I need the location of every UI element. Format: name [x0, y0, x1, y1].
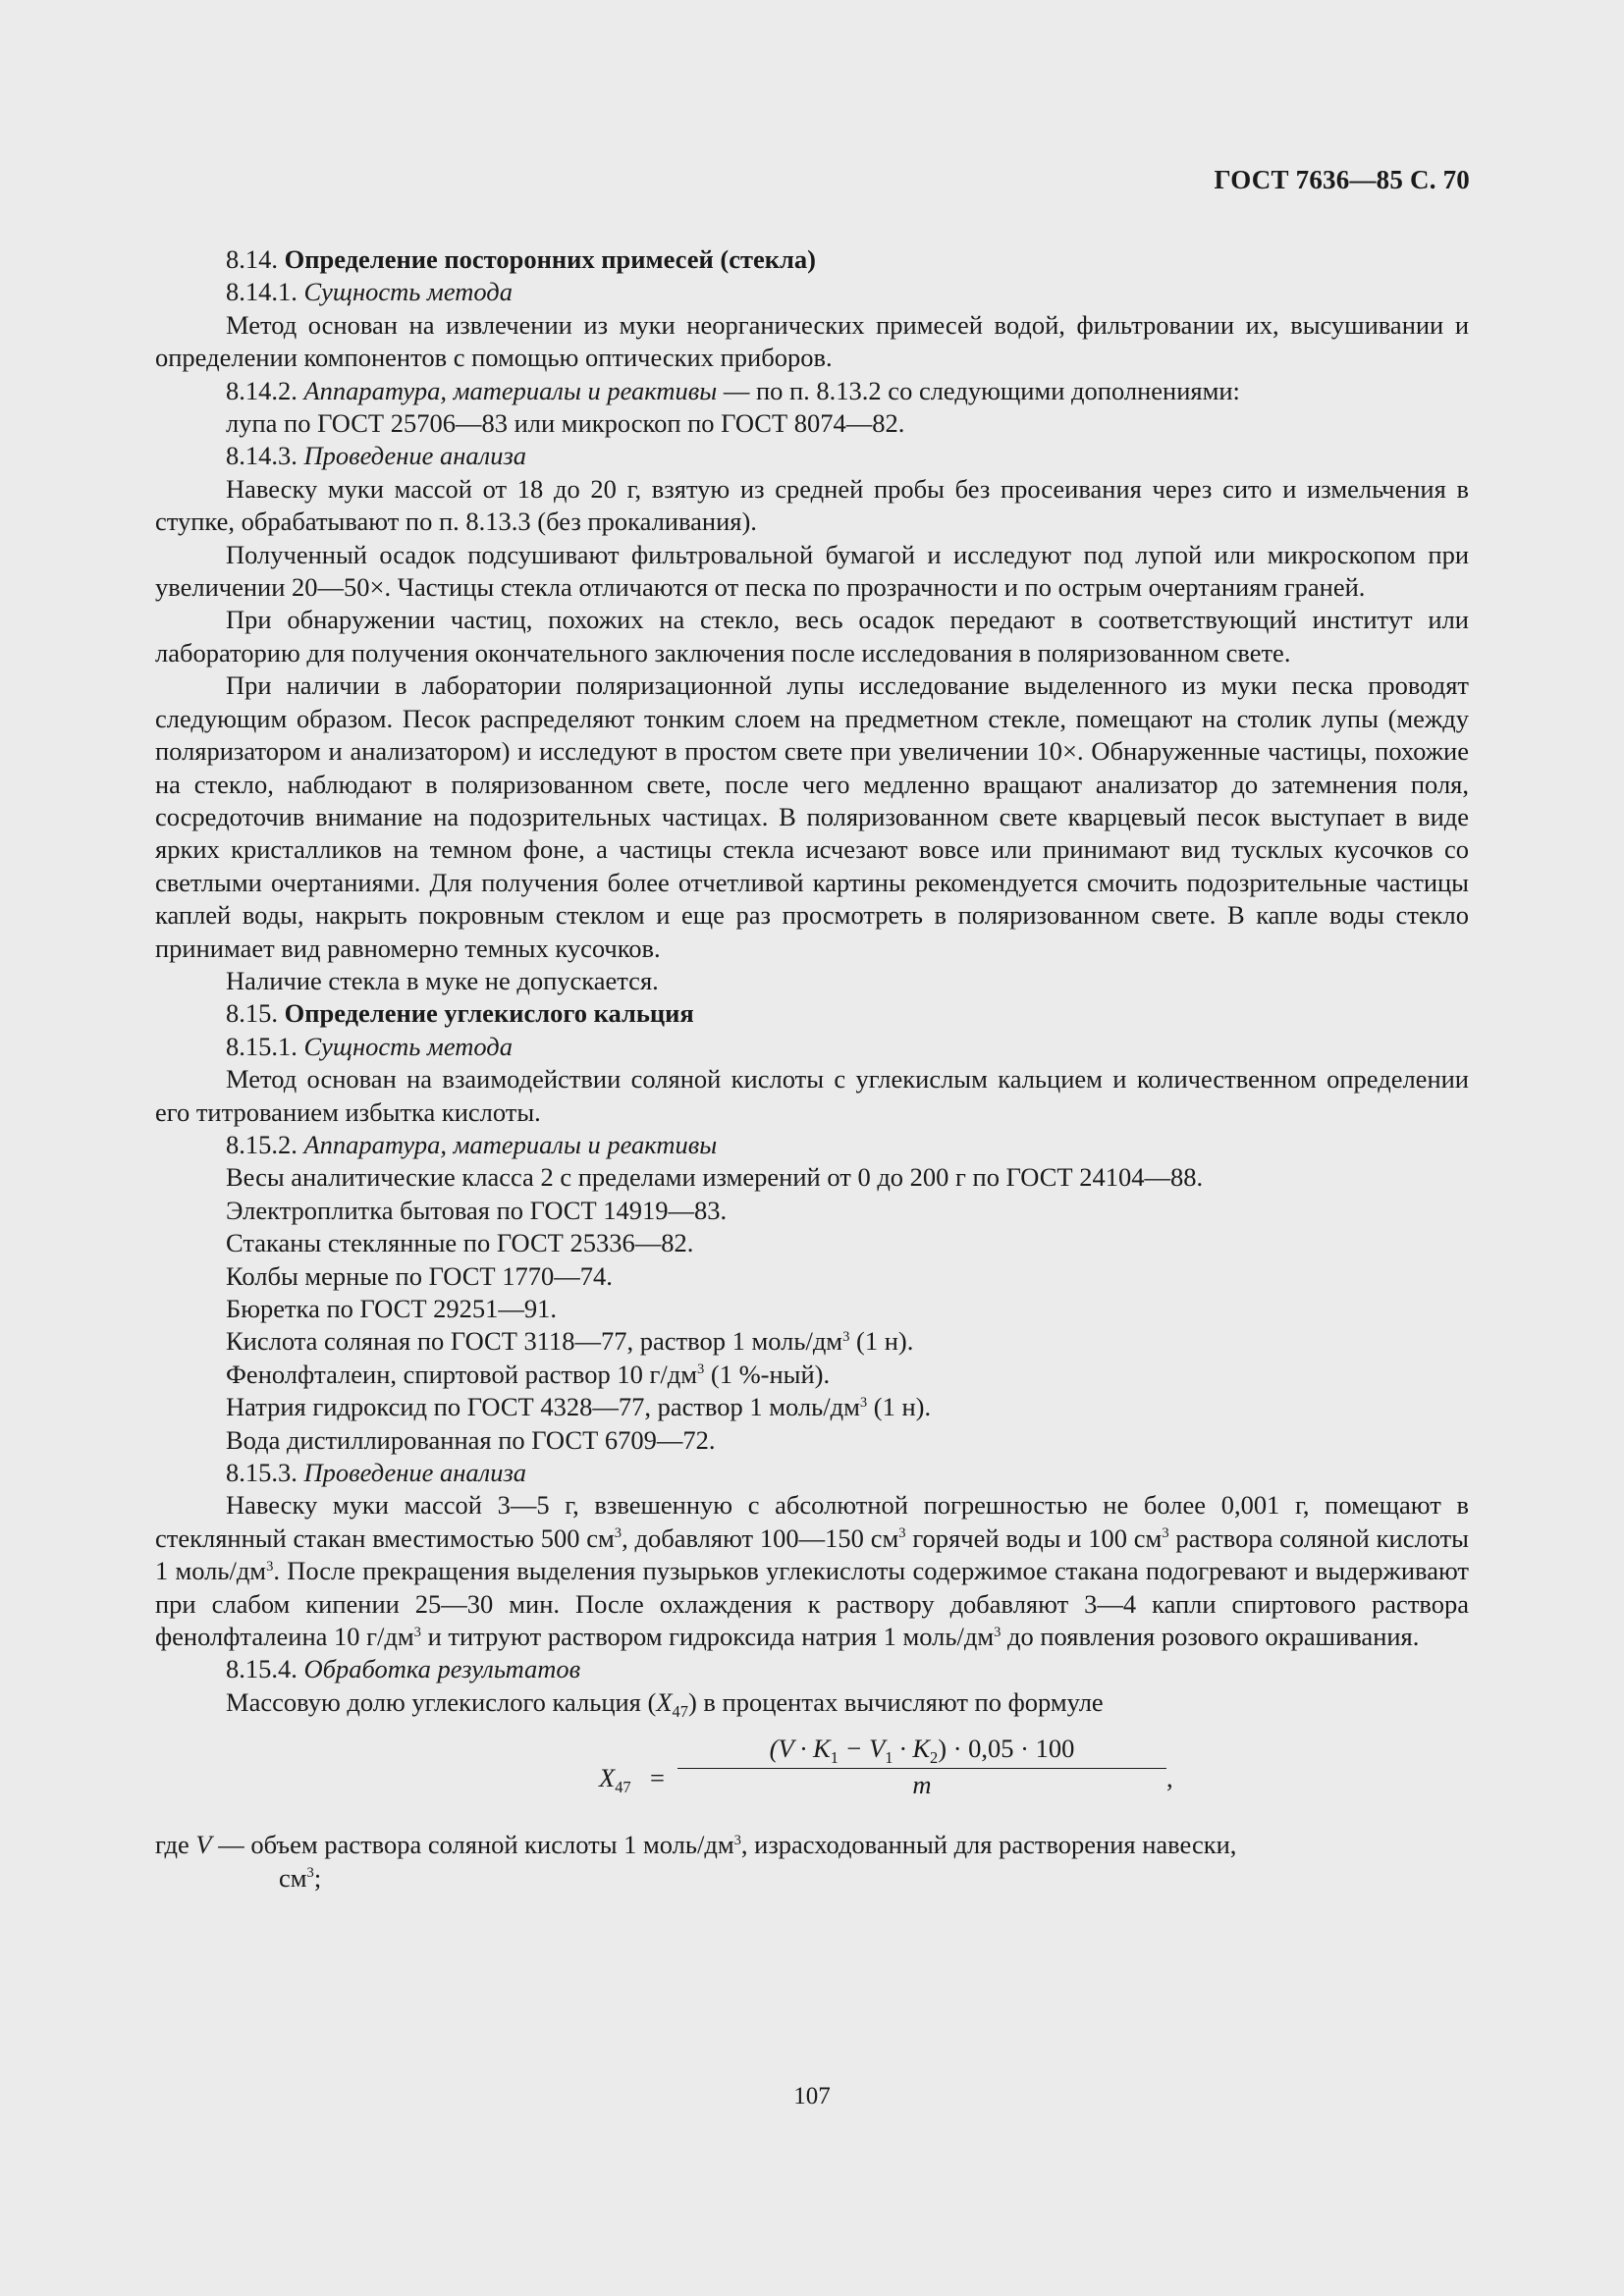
numerator-part: (V · K: [769, 1734, 831, 1764]
section-title: Определение посторонних примесей (стекла): [284, 244, 816, 274]
superscript: 3: [266, 1558, 274, 1575]
text-run: до появления розового окрашивания.: [1001, 1622, 1420, 1652]
paragraph: При обнаружении частиц, похожих на стекло, весь осадок передают в соответствующий институт или лабораторию для получения окончательного заключения после исследования в поляризованном свете.: [155, 605, 1469, 667]
superscript: 3: [413, 1624, 421, 1640]
text-run: и титруют раствором гидроксида натрия 1 моль/дм: [420, 1622, 995, 1652]
list-item: Вода дистиллированная по ГОСТ 6709—72.: [226, 1424, 716, 1455]
numerator-part: ) · 0,05 · 100: [938, 1734, 1075, 1764]
subsection-number: 8.15.4.: [226, 1654, 304, 1684]
superscript: 3: [994, 1624, 1001, 1640]
list-item: [155, 1359, 1469, 1391]
superscript: 3: [1162, 1525, 1169, 1542]
text-run: — объем раствора соляной кислоты 1 моль/дм: [211, 1830, 734, 1860]
subsection-heading: [155, 375, 1469, 407]
subsection-number: 8.14.2.: [226, 375, 304, 405]
item-text: (1 н).: [867, 1392, 932, 1422]
list-item: Стаканы стеклянные по ГОСТ 25336—82.: [226, 1228, 694, 1258]
text-run: Массовую долю углекислого кальция (: [226, 1686, 657, 1717]
formula-lhs: [599, 1762, 631, 1797]
equals-sign: =: [650, 1763, 665, 1793]
text-run: горячей воды и 100 см: [905, 1522, 1163, 1553]
paragraph: Навеску муки массой от 18 до 20 г, взятую из средней пробы без просеивания через сито и измельчения в ступке, обрабатывают по п. 8.13.3 (без прокаливания).: [155, 473, 1469, 537]
paragraph: Метод основан на извлечении из муки неорганических примесей водой, фильтровании их, высушивании и определении компонентов с помощью оптических приборов.: [155, 309, 1469, 373]
subscript: 47: [615, 1778, 631, 1797]
subsection-heading: [155, 1129, 1469, 1161]
text-run: , израсходованный для растворения навески,: [740, 1830, 1237, 1860]
subsection-heading: [155, 440, 1469, 472]
text-run: ) в процентах вычисляют по формуле: [687, 1686, 1104, 1717]
subscript: 47: [672, 1701, 688, 1721]
subsection-title: Аппаратура, материалы и реактивы: [303, 1129, 718, 1159]
subsection-title: Проведение анализа: [303, 441, 527, 471]
text-run: раствора соляной кислоты 1 моль/дм: [155, 1522, 1469, 1586]
subsection-heading: [155, 1653, 1469, 1685]
paragraph: Метод основан на взаимодействии соляной кислоты с углекислым кальцием и количественном определении его титрованием избытка кислоты.: [155, 1064, 1469, 1127]
formula-comma: ,: [1166, 1763, 1173, 1793]
subscript: 1: [885, 1748, 893, 1768]
numerator: [677, 1733, 1166, 1767]
text-run: ;: [313, 1862, 322, 1893]
paragraph: Наличие стекла в муке не допускается.: [226, 965, 659, 995]
section-number: 8.15.: [226, 998, 285, 1029]
where-clause: [155, 1829, 1469, 1861]
superscript: 3: [842, 1328, 850, 1345]
subsection-number: 8.14.1.: [226, 277, 304, 307]
text-run: см: [279, 1862, 307, 1893]
subscript: 2: [930, 1748, 939, 1768]
section-number: 8.14.: [226, 244, 285, 274]
variable: X: [656, 1686, 673, 1717]
page-number: 107: [793, 2083, 831, 2109]
subsection-title: Аппаратура, материалы и реактивы: [303, 375, 718, 405]
list-item: Весы аналитические класса 2 с пределами измерений от 0 до 200 г по ГОСТ 24104—88.: [226, 1162, 1204, 1193]
subsection-number: 8.15.2.: [226, 1129, 304, 1159]
superscript: 3: [614, 1525, 623, 1542]
list-item: Колбы мерные по ГОСТ 1770—74.: [226, 1260, 613, 1291]
numerator-part: · K: [893, 1734, 931, 1764]
section-heading-8-14: [155, 243, 1469, 276]
list-item: Бюретка по ГОСТ 29251—91.: [226, 1294, 558, 1323]
denominator: m: [912, 1769, 932, 1799]
text-run: где: [155, 1830, 196, 1860]
running-header: ГОСТ 7636—85 С. 70: [1214, 165, 1470, 194]
subsection-title: Проведение анализа: [303, 1458, 527, 1488]
item-text: (1 н).: [849, 1326, 914, 1357]
subsection-title: Обработка результатов: [303, 1654, 581, 1684]
superscript: 3: [733, 1832, 741, 1848]
paragraph: Полученный осадок подсушивают фильтровальной бумагой и исследуют под лупой или микроскопом при увеличении 20—50×. Частицы стекла отличаются от песка по прозрачности и по острым очертаниям граней.: [155, 539, 1469, 603]
fraction: [677, 1733, 1166, 1801]
text-run: , добавляют 100—150 см: [622, 1522, 899, 1553]
item-text: Натрия гидроксид по ГОСТ 4328—77, раствор 1 моль/дм: [226, 1392, 860, 1422]
subsection-heading: [155, 1031, 1469, 1063]
text-run: . После прекращения выделения пузырьков углекислоты содержимое стакана подогревают и выдерживают при слабом кипении 25—30 мин. После охлаждения к раствору добавляют 3—4 капли спиртового раствора фенолфталеина 10 г/дм: [155, 1556, 1469, 1652]
subsection-number: 8.15.1.: [226, 1031, 304, 1061]
where-continuation: [155, 1862, 1469, 1895]
subsection-number: 8.15.3.: [226, 1458, 304, 1488]
page-body: [155, 243, 1469, 1895]
paragraph: лупа по ГОСТ 25706—83 или микроскоп по ГОСТ 8074—82.: [226, 408, 905, 439]
item-text: (1 %-ный).: [704, 1359, 831, 1389]
numerator-part: − V: [838, 1734, 886, 1764]
text-run: Навеску муки массой 3—5 г, взвешенную с абсолютной погрешностью не более 0,001 г, помещают в стеклянный стакан вместимостью 500 см: [155, 1490, 1469, 1553]
paragraph: При наличии в лаборатории поляризационной лупы исследование выделенного из муки песка проводят следующим образом. Песок распределяют тонким слоем на предметном стекле, помещают на столик лупы (между поляризатором и анализатором) и исследуют в простом свете при увеличении 10×. Обнаруженные частицы, похожие на стекло, наблюдают в поляризованном свете, после чего медленно вращают анализатор до затемнения поля, сосредоточив внимание на подозрительных частицах. В поляризованном свете кварцевый песок выступает в виде ярких кристалликов на темном фоне, а частицы стекла исчезают вовсе или принимают вид тусклых кусочков со светлыми очертаниями. Для получения более отчетливой картины рекомендуется смочить подозрительные частицы каплей воды, накрыть покровным стеклом и еще раз просмотреть в поляризованном свете. В капле воды стекло принимает вид равномерно темных кусочков.: [155, 670, 1469, 963]
superscript: 3: [306, 1865, 314, 1882]
list-item: [155, 1325, 1469, 1358]
item-text: Фенолфталеин, спиртовой раствор 10 г/дм: [226, 1359, 697, 1389]
superscript: 3: [898, 1525, 906, 1542]
list-item: [155, 1391, 1469, 1423]
item-text: Кислота соляная по ГОСТ 3118—77, раствор 1 моль/дм: [226, 1326, 843, 1357]
list-item: Электроплитка бытовая по ГОСТ 14919—83.: [226, 1195, 728, 1225]
paragraph: [155, 1489, 1469, 1653]
subsection-text: — по п. 8.13.2 со следующими дополнениями:: [717, 375, 1240, 405]
section-title: Определение углекислого кальция: [284, 998, 694, 1029]
paragraph: [155, 1686, 1469, 1719]
variable: V: [195, 1830, 212, 1860]
section-heading-8-15: [155, 997, 1469, 1030]
subsection-heading: [155, 1457, 1469, 1489]
subsection-number: 8.14.3.: [226, 441, 304, 471]
subscript: 1: [830, 1748, 839, 1768]
superscript: 3: [697, 1362, 705, 1378]
subsection-title: Сущность метода: [303, 1031, 513, 1061]
subsection-heading: [155, 276, 1469, 308]
variable: X: [599, 1763, 616, 1793]
subsection-title: Сущность метода: [303, 277, 513, 307]
formula: [155, 1719, 1469, 1829]
superscript: 3: [859, 1394, 868, 1411]
